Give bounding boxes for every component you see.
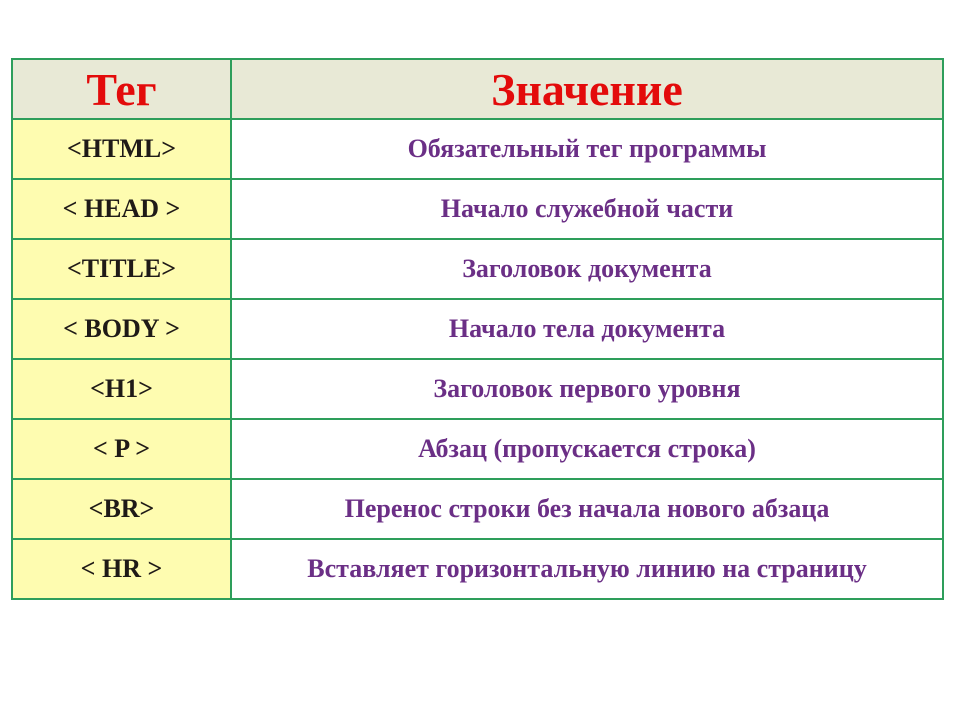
meaning-cell: Обязательный тег программы (231, 119, 943, 179)
tag-cell: <H1> (12, 359, 231, 419)
table-row (12, 299, 943, 359)
table-row (12, 359, 943, 419)
tag-cell: < P > (12, 419, 231, 479)
table-header-row (12, 59, 943, 119)
header-meaning: Значение (231, 59, 943, 119)
table-row (12, 119, 943, 179)
table-row (12, 539, 943, 599)
meaning-cell: Начало тела документа (231, 299, 943, 359)
tag-cell: <HTML> (12, 119, 231, 179)
meaning-cell: Вставляет горизонтальную линию на страницу (231, 539, 943, 599)
table-row (12, 239, 943, 299)
tag-cell: < HEAD > (12, 179, 231, 239)
table-row (12, 479, 943, 539)
table-row (12, 179, 943, 239)
header-tag: Тег (12, 59, 231, 119)
table-row (12, 419, 943, 479)
tag-cell: < BODY > (12, 299, 231, 359)
tag-cell: <TITLE> (12, 239, 231, 299)
meaning-cell: Заголовок первого уровня (231, 359, 943, 419)
tag-cell: < HR > (12, 539, 231, 599)
html-tags-table (11, 58, 944, 600)
meaning-cell: Перенос строки без начала нового абзаца (231, 479, 943, 539)
meaning-cell: Начало служебной части (231, 179, 943, 239)
meaning-cell: Абзац (пропускается строка) (231, 419, 943, 479)
tag-cell: <BR> (12, 479, 231, 539)
meaning-cell: Заголовок документа (231, 239, 943, 299)
